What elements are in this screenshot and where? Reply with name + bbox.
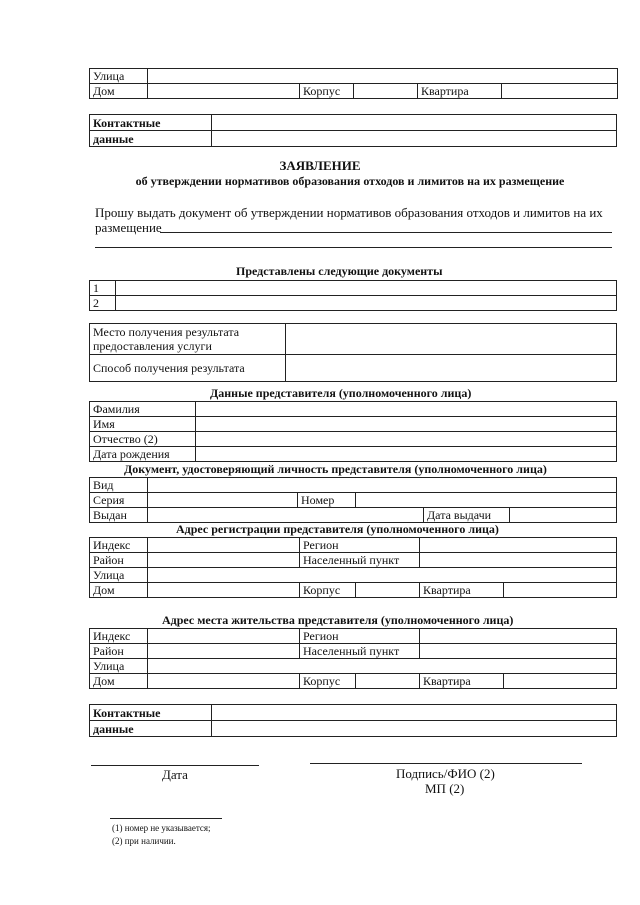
reg-street-label: Улица	[90, 568, 148, 583]
documents-table	[89, 280, 617, 311]
signature-caption: Подпись/ФИО (2)	[396, 766, 495, 781]
firstname-label: Имя	[90, 417, 196, 432]
doc-number-label: Номер	[298, 493, 356, 508]
rep-data-table	[89, 401, 617, 462]
footnote-1: (1) номер не указывается;	[112, 823, 211, 833]
street-field[interactable]	[148, 69, 618, 84]
date-line[interactable]	[91, 765, 259, 766]
reg-region-field[interactable]	[420, 538, 617, 553]
reg-district-label: Район	[90, 553, 148, 568]
rep-reg-heading: Адрес регистрации представителя (уполномоченного лица)	[176, 522, 499, 536]
reg-index-label: Индекс	[90, 538, 148, 553]
res-street-label: Улица	[90, 659, 148, 674]
res-apartment-label: Квартира	[420, 674, 504, 689]
lastname-label: Фамилия	[90, 402, 196, 417]
signature-line[interactable]	[310, 763, 582, 764]
doc-date-label: Дата выдачи	[424, 508, 510, 523]
contact-top-table	[89, 114, 617, 147]
reg-region-label: Регион	[300, 538, 420, 553]
rep-doc-heading: Документ, удостоверяющий личность представителя (уполномоченного лица)	[124, 462, 547, 476]
res-building-label: Корпус	[300, 674, 356, 689]
result-place-label: Место получения результата предоставления услуги	[90, 324, 286, 355]
res-district-field[interactable]	[148, 644, 300, 659]
contact-field-2[interactable]	[212, 131, 617, 147]
reg-locality-field[interactable]	[420, 553, 617, 568]
document-row-number: 2	[90, 296, 116, 311]
contact-bottom-table	[89, 704, 617, 737]
statement-fill-line-1[interactable]	[160, 232, 612, 233]
address-top-table	[89, 68, 618, 99]
reg-locality-label: Населенный пункт	[300, 553, 420, 568]
doc-issued-field[interactable]	[148, 508, 424, 523]
date-caption: Дата	[162, 767, 188, 782]
res-house-label: Дом	[90, 674, 148, 689]
result-table	[89, 323, 617, 382]
reg-house-field[interactable]	[148, 583, 300, 598]
building-label: Корпус	[300, 84, 354, 99]
doc-issued-label: Выдан	[90, 508, 148, 523]
contact-bottom-label-2: данные	[90, 721, 212, 737]
apartment-label: Квартира	[418, 84, 502, 99]
house-label: Дом	[90, 84, 148, 99]
contact-bottom-field-2[interactable]	[212, 721, 617, 737]
reg-apartment-field[interactable]	[504, 583, 617, 598]
res-building-field[interactable]	[356, 674, 420, 689]
birthdate-field[interactable]	[196, 447, 617, 462]
reg-building-label: Корпус	[300, 583, 356, 598]
res-street-field[interactable]	[148, 659, 617, 674]
patronymic-field[interactable]	[196, 432, 617, 447]
street-label: Улица	[90, 69, 148, 84]
rep-res-heading: Адрес места жительства представителя (уполномоченного лица)	[162, 613, 514, 627]
reg-house-label: Дом	[90, 583, 148, 598]
footnote-separator	[110, 818, 222, 819]
statement-body-line2: размещение	[95, 220, 162, 235]
res-locality-field[interactable]	[420, 644, 617, 659]
house-field[interactable]	[148, 84, 300, 99]
res-region-label: Регион	[300, 629, 420, 644]
res-district-label: Район	[90, 644, 148, 659]
reg-street-field[interactable]	[148, 568, 617, 583]
doc-type-label: Вид	[90, 478, 148, 493]
res-house-field[interactable]	[148, 674, 300, 689]
res-region-field[interactable]	[420, 629, 617, 644]
document-row-field[interactable]	[116, 296, 617, 311]
res-index-field[interactable]	[148, 629, 300, 644]
result-method-field[interactable]	[286, 355, 617, 382]
footnote-2: (2) при наличии.	[112, 836, 176, 846]
documents-heading: Представлены следующие документы	[236, 264, 443, 278]
reg-district-field[interactable]	[148, 553, 300, 568]
contact-field-1[interactable]	[212, 115, 617, 131]
contact-label: Контактные	[90, 115, 212, 131]
rep-data-heading: Данные представителя (уполномоченного лица)	[210, 386, 472, 400]
apartment-field[interactable]	[502, 84, 618, 99]
statement-fill-line-2[interactable]	[95, 247, 612, 248]
patronymic-label: Отчество (2)	[90, 432, 196, 447]
result-place-field[interactable]	[286, 324, 617, 355]
statement-title: ЗАЯВЛЕНИЕ	[279, 158, 361, 173]
contact-bottom-field-1[interactable]	[212, 705, 617, 721]
doc-date-field[interactable]	[510, 508, 617, 523]
lastname-field[interactable]	[196, 402, 617, 417]
stamp-caption: МП (2)	[425, 781, 465, 796]
result-method-label: Способ получения результата	[90, 355, 286, 382]
birthdate-label: Дата рождения	[90, 447, 196, 462]
rep-res-table	[89, 628, 617, 689]
statement-body-line1: Прошу выдать документ об утверждении нормативов образования отходов и лимитов на их	[95, 205, 603, 220]
res-index-label: Индекс	[90, 629, 148, 644]
doc-series-label: Серия	[90, 493, 148, 508]
reg-building-field[interactable]	[356, 583, 420, 598]
rep-doc-table	[89, 477, 617, 523]
contact-label-2: данные	[90, 131, 212, 147]
building-field[interactable]	[354, 84, 418, 99]
contact-bottom-label: Контактные	[90, 705, 212, 721]
reg-index-field[interactable]	[148, 538, 300, 553]
reg-apartment-label: Квартира	[420, 583, 504, 598]
statement-subtitle: об утверждении нормативов образования отходов и лимитов на их размещение	[135, 174, 565, 188]
doc-number-field[interactable]	[356, 493, 617, 508]
doc-series-field[interactable]	[148, 493, 298, 508]
rep-reg-table	[89, 537, 617, 598]
document-row-number: 1	[90, 281, 116, 296]
firstname-field[interactable]	[196, 417, 617, 432]
doc-type-field[interactable]	[148, 478, 617, 493]
document-row-field[interactable]	[116, 281, 617, 296]
res-locality-label: Населенный пункт	[300, 644, 420, 659]
res-apartment-field[interactable]	[504, 674, 617, 689]
